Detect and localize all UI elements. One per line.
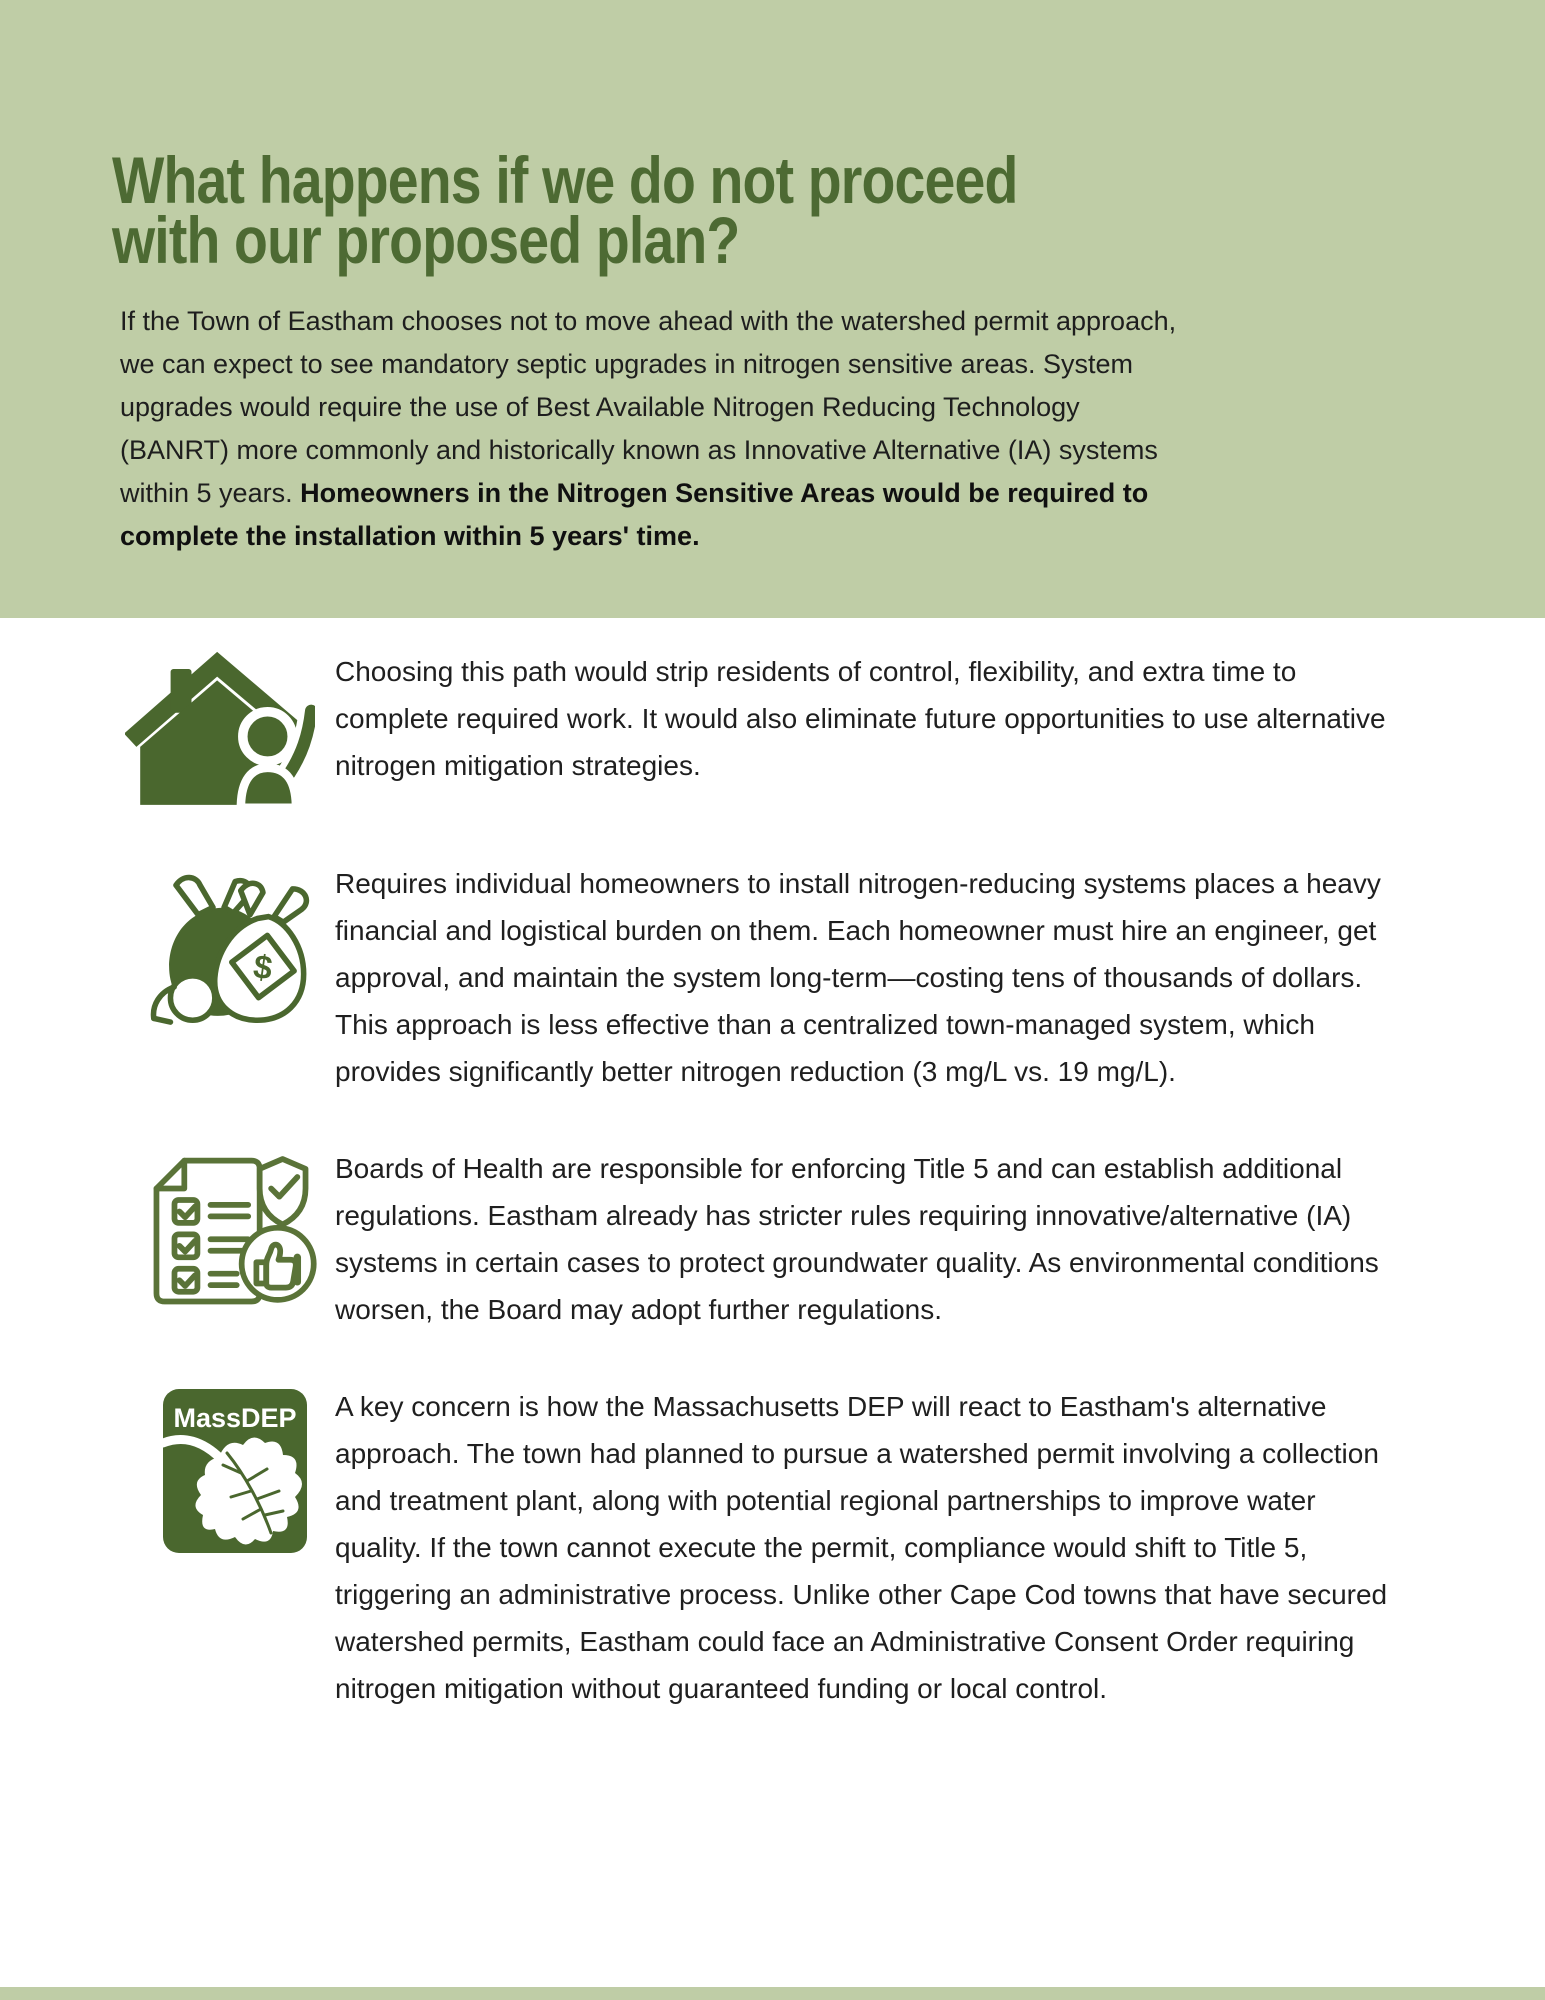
massdep-logo bbox=[125, 1383, 335, 1560]
page-title-line-2: with our proposed plan? bbox=[112, 203, 740, 277]
list-item bbox=[125, 860, 1405, 1095]
page-title-line-1: What happens if we do not proceed bbox=[112, 143, 1018, 217]
list-item bbox=[125, 1383, 1405, 1712]
massdep-logo-label: MassDEP bbox=[173, 1403, 297, 1433]
content-section bbox=[0, 618, 1545, 1712]
item-text: Choosing this path would strip residents of control, flexibility, and extra time to complete required work. It would also eliminate future opportunities to use alternative nitrogen mitigation strategies. bbox=[335, 656, 1386, 781]
page-title bbox=[112, 143, 1223, 277]
footer-accent-bar bbox=[0, 1987, 1545, 2000]
house-person-icon bbox=[125, 648, 335, 810]
list-item bbox=[125, 1145, 1405, 1333]
intro-regular-text: If the Town of Eastham chooses not to move ahead with the watershed permit approach, we can expect to see mandatory septic upgrades in nitrogen sensitive areas. System upgrades would require the use of Best Available Nitrogen Reducing Technology (BANRT) more commonly and historically known as Innovative Alternative (IA) systems within 5 years. bbox=[120, 306, 1177, 508]
dollar-glyph: $ bbox=[250, 948, 275, 988]
list-item bbox=[125, 648, 1405, 810]
item-text: Requires individual homeowners to install nitrogen-reducing systems places a heavy financial and logistical burden on them. Each homeowner must hire an engineer, get approval, and maintain the system long-term—costing tens of thousands of dollars. This approach is less effective than a centralized town-managed system, which provides significantly better nitrogen reduction (3 mg/L vs. 19 mg/L). bbox=[335, 868, 1381, 1087]
item-text: A key concern is how the Massachusetts DEP will react to Eastham's alternative approach. The town had planned to pursue a watershed permit involving a collection and treatment plant, along with potential regional partnerships to improve water quality. If the town cannot execute the permit, compliance would shift to Title 5, triggering an administrative process. Unlike other Cape Cod towns that have secured watershed permits, Eastham could face an Administrative Consent Order requiring nitrogen mitigation without guaranteed funding or local control. bbox=[335, 1391, 1388, 1704]
money-bags-icon bbox=[125, 860, 335, 1043]
item-text: Boards of Health are responsible for enforcing Title 5 and can establish additional regulations. Eastham already has stricter rules requiring innovative/alternative (IA) systems in certain cases to protect groundwater quality. As environmental conditions worsen, the Board may adopt further regulations. bbox=[335, 1153, 1379, 1325]
checklist-shield-icon bbox=[125, 1145, 335, 1310]
intro-paragraph bbox=[120, 300, 1195, 558]
intro-bold-text: Homeowners in the Nitrogen Sensitive Areas would be required to complete the installation within 5 years' time. bbox=[120, 478, 1149, 551]
banner bbox=[0, 0, 1545, 618]
